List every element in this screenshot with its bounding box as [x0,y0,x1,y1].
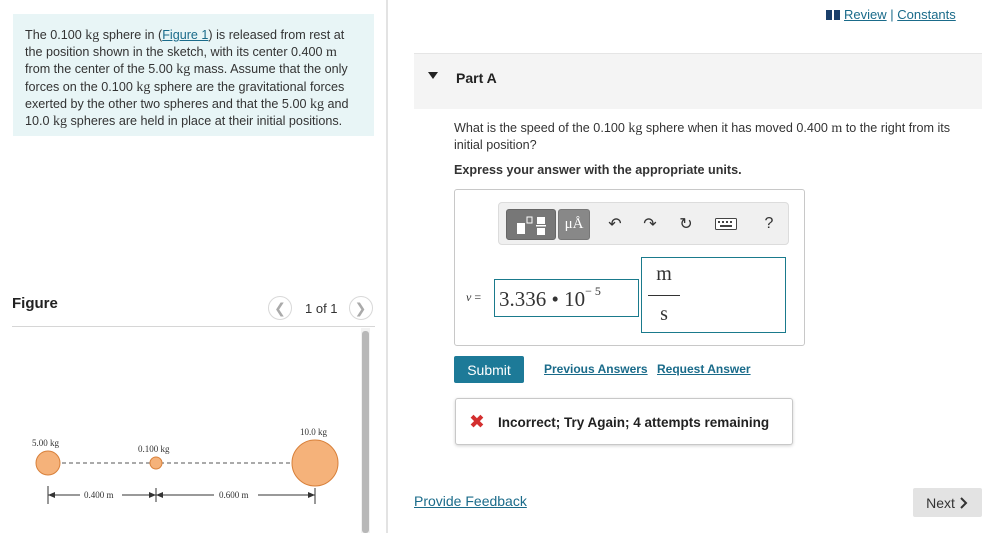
redo-icon[interactable]: ↷ [643,216,657,233]
distance-label-2: 0.600 m [219,490,249,500]
provide-feedback-link[interactable]: Provide Feedback [414,493,527,509]
sphere-0.1kg [150,457,162,469]
scrollbar-thumb[interactable] [362,331,369,533]
variable-name: v [466,290,472,304]
part-title: Part A [456,70,497,86]
sphere-diagram [0,400,360,510]
figure-link[interactable]: Figure 1 [162,28,209,42]
question-unit: kg [628,121,643,136]
undo-icon[interactable]: ↶ [608,216,622,233]
problem-unit: kg [53,114,68,130]
problem-panel [0,0,386,533]
question-text [454,120,979,154]
distance-label-1: 0.400 m [84,490,114,500]
feedback-message [455,398,793,445]
equals-sign: = [471,290,482,304]
question-unit: m [831,121,843,136]
problem-unit: kg [136,79,151,95]
problem-statement [13,14,374,136]
units-input[interactable] [641,257,786,333]
unit-numerator: m [656,263,672,285]
figure-counter: 1 of 1 [305,300,338,316]
figure-pager [268,296,373,320]
constants-link[interactable]: Constants [897,7,956,22]
problem-unit: kg [176,62,191,78]
instruction-text: Express your answer with the appropriate units. [454,163,742,177]
next-label: Next [926,494,955,511]
chevron-right-icon [959,497,969,509]
problem-unit: kg [309,96,324,112]
chevron-right-icon[interactable]: ❯ [349,296,373,320]
question-fragment: to the right from its initial position? [454,121,951,153]
problem-text: spheres are held in place at their initial positions. [67,114,343,129]
figure-scrollbar[interactable] [361,328,370,533]
link-separator: | [886,7,898,22]
close-x-icon: ✖ [469,412,485,433]
problem-text: and 10.0 [25,96,349,129]
unit-denominator: s [660,303,668,325]
part-a-header[interactable] [414,53,982,109]
math-toolbar [498,202,789,245]
review-constants-links [826,7,956,22]
sphere-5kg [36,451,60,475]
answer-box [454,189,805,346]
problem-text: sphere in ( [99,28,163,42]
question-fragment: sphere when it has moved 0.400 [642,121,832,135]
feedback-text: Incorrect; Try Again; 4 attempts remaining [498,415,770,430]
problem-text: The 0.100 [25,28,86,42]
chevron-left-icon[interactable]: ❮ [268,296,292,320]
mass-label-mid: 0.100 kg [138,444,170,454]
mass-label-right: 10.0 kg [300,427,327,437]
help-button[interactable]: ? [764,215,774,232]
panel-divider [386,0,388,533]
dimension-arrow [149,492,156,498]
dimension-arrow [48,492,55,498]
divider [12,326,375,327]
templates-icon[interactable] [506,209,556,240]
fraction-bar [648,295,680,296]
problem-unit: m [326,45,337,61]
variable-label [466,290,481,305]
mass-label-left: 5.00 kg [32,438,59,448]
problem-text: ) is released from rest at the position shown in the sketch, with its center 0.400 [25,28,345,60]
problem-text: sphere are the gravitational forces exerted by the other two spheres and that the 5.00 [25,79,345,111]
book-icon [826,10,840,20]
sphere-10kg [292,440,338,486]
units-button[interactable]: μÅ [558,209,590,240]
problem-text: mass. Assume that the only forces on the 0.100 [25,62,348,94]
review-link[interactable]: Review [844,7,887,22]
question-fragment: What is the speed of the 0.100 [454,121,629,135]
value-exponent: − 5 [585,284,601,298]
figure-heading: Figure [12,295,58,312]
reset-icon[interactable]: ↻ [679,216,693,233]
dimension-arrow [156,492,163,498]
previous-answers-link[interactable]: Previous Answers [544,362,648,376]
caret-down-icon[interactable] [428,72,438,79]
problem-text: from the center of the 5.00 [25,62,177,77]
dimension-arrow [308,492,315,498]
request-answer-link[interactable]: Request Answer [657,362,751,376]
submit-button[interactable]: Submit [454,356,524,383]
keyboard-icon[interactable] [713,210,739,238]
problem-unit: kg [85,28,100,43]
value-mantissa: 3.336 • 10 [499,287,586,311]
value-input[interactable] [494,279,639,317]
next-button[interactable] [913,488,982,517]
